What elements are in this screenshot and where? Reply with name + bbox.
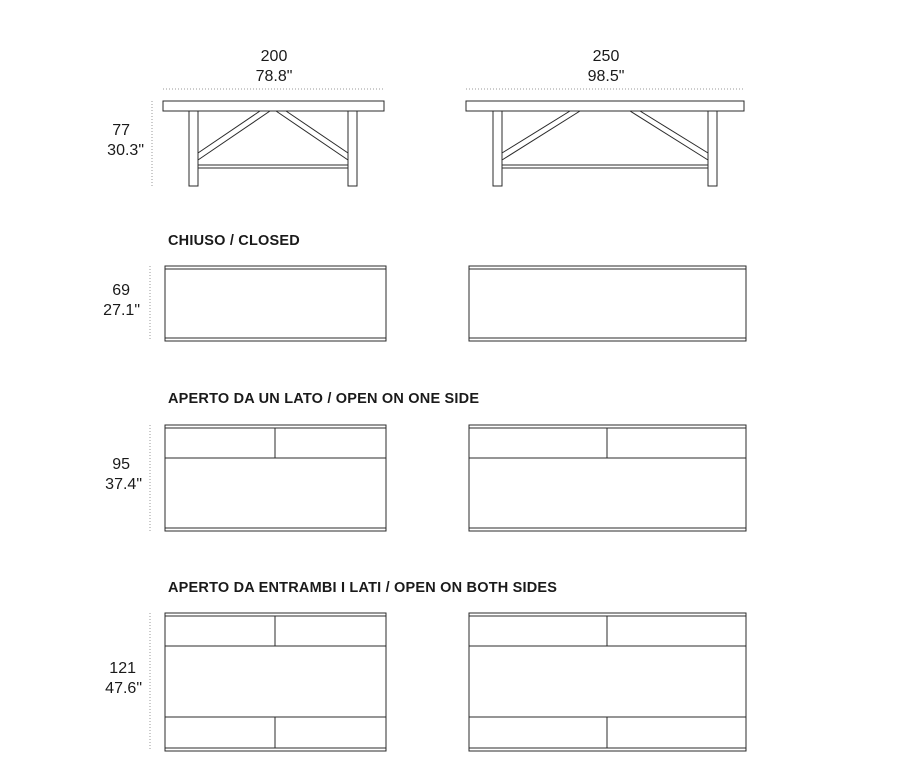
open-both-sides-depth-cm: 121 [109,660,136,677]
right-table-width-in: 98.5" [587,68,625,85]
closed-plan-right [469,266,746,341]
closed-depth-cm: 69 [112,282,130,299]
open-both-sides-depth-in: 47.6" [105,680,142,697]
dimension-lines [150,89,744,751]
open-both-sides-plan-left [165,613,386,751]
open-one-side-depth-cm: 95 [112,456,130,473]
left-table-elevation [163,101,384,186]
open-both-sides-plan-right [469,613,746,751]
right-table-width-cm: 250 [592,48,620,65]
section-title-open-one-side: APERTO DA UN LATO / OPEN ON ONE SIDE [168,391,480,407]
right-table-elevation [466,101,744,186]
open-one-side-plan-right [469,425,746,531]
section-title-closed: CHIUSO / CLOSED [168,233,300,249]
left-table-width-cm: 200 [260,48,288,65]
left-table-width-in: 78.8" [255,68,293,85]
section-title-open-both-sides: APERTO DA ENTRAMBI I LATI / OPEN ON BOTH SIDES [168,580,558,596]
open-one-side-plan-left [165,425,386,531]
open-one-side-depth-in: 37.4" [105,476,142,493]
closed-plan-left [165,266,386,341]
table-height-cm: 77 [112,122,130,139]
closed-depth-in: 27.1" [103,302,140,319]
table-height-in: 30.3" [107,142,144,159]
